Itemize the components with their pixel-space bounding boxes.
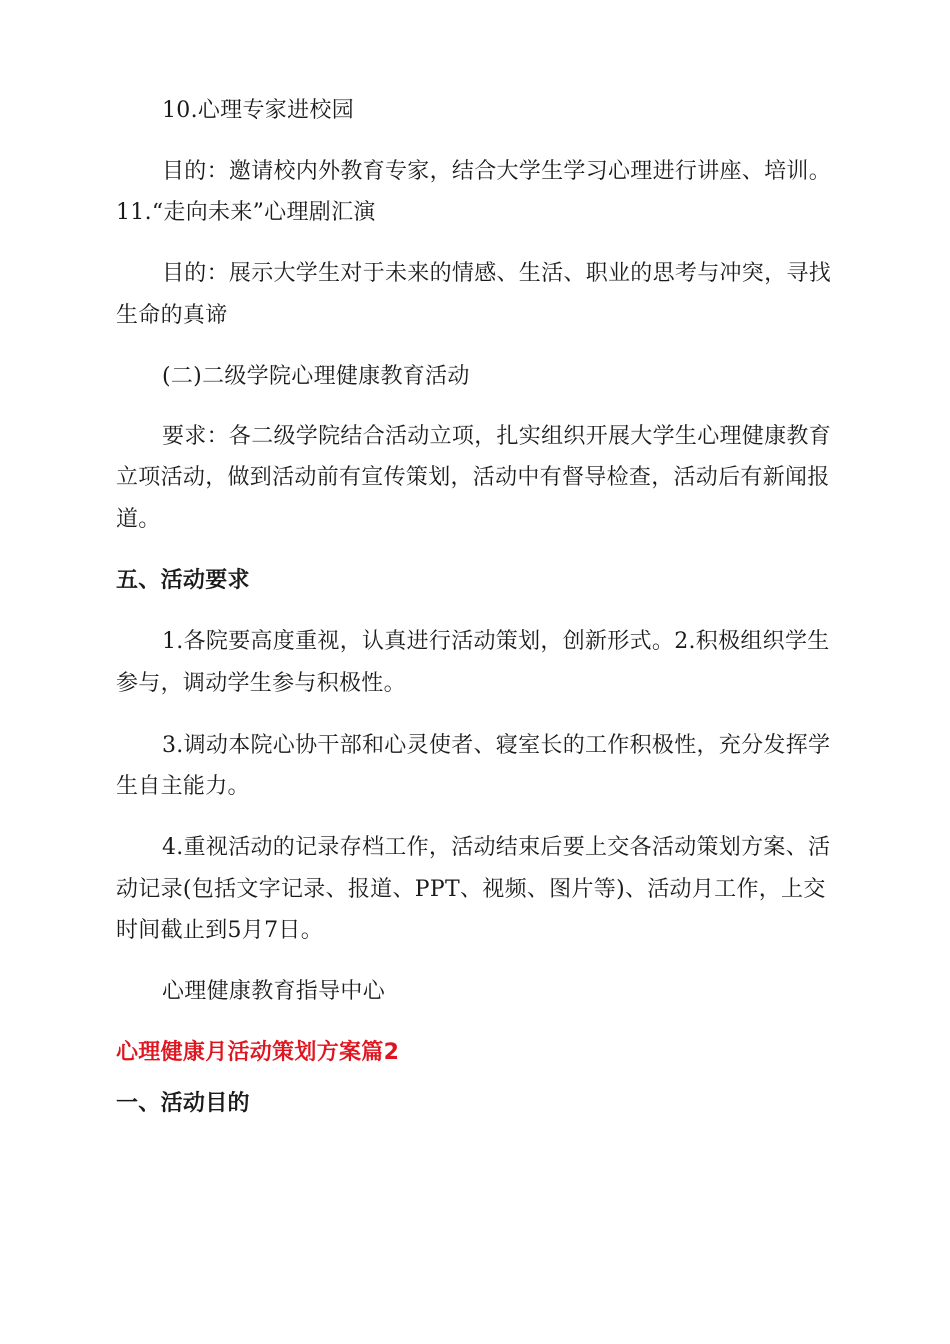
- requirement-paragraph-line3: 道。: [116, 507, 161, 532]
- item-11-purpose-line1: 目的：展示大学生对于未来的情感、生活、职业的思考与冲突，寻找: [162, 261, 832, 286]
- requirement-1-2-line1: 1.各院要高度重视，认真进行活动策划，创新形式。2.积极组织学生: [162, 629, 830, 654]
- item-10-purpose: 目的：邀请校内外教育专家，结合大学生学习心理进行讲座、培训。: [162, 159, 832, 184]
- requirement-3-line2: 生自主能力。: [116, 774, 250, 799]
- section-5-heading: 五、活动要求: [116, 568, 250, 593]
- requirement-paragraph-line1: 要求：各二级学院结合活动立项，扎实组织开展大学生心理健康教育: [162, 424, 832, 449]
- requirement-paragraph-line2: 立项活动，做到活动前有宣传策划，活动中有督导检查，活动后有新闻报: [116, 465, 830, 490]
- requirement-3-line1: 3.调动本院心协干部和心灵使者、寝室长的工作积极性，充分发挥学: [162, 733, 831, 758]
- section-2-subheading: (二)二级学院心理健康教育活动: [162, 364, 470, 389]
- section-1-heading: 一、活动目的: [116, 1091, 250, 1116]
- requirement-4-line2: 动记录(包括文字记录、报道、PPT、视频、图片等)、活动月工作，上交: [116, 877, 826, 902]
- item-11-purpose-line2: 生命的真谛: [116, 303, 228, 328]
- document-title-part-2: 心理健康月活动策划方案篇2: [116, 1040, 400, 1065]
- signature-organization: 心理健康教育指导中心: [162, 979, 386, 1004]
- item-10-title: 10.心理专家进校园: [162, 98, 354, 123]
- requirement-4-line3: 时间截止到5月7日。: [116, 918, 323, 943]
- item-11-title: 11.“走向未来”心理剧汇演: [116, 200, 376, 225]
- requirement-4-line1: 4.重视活动的记录存档工作，活动结束后要上交各活动策划方案、活: [162, 835, 831, 860]
- requirement-1-2-line2: 参与，调动学生参与积极性。: [116, 671, 406, 696]
